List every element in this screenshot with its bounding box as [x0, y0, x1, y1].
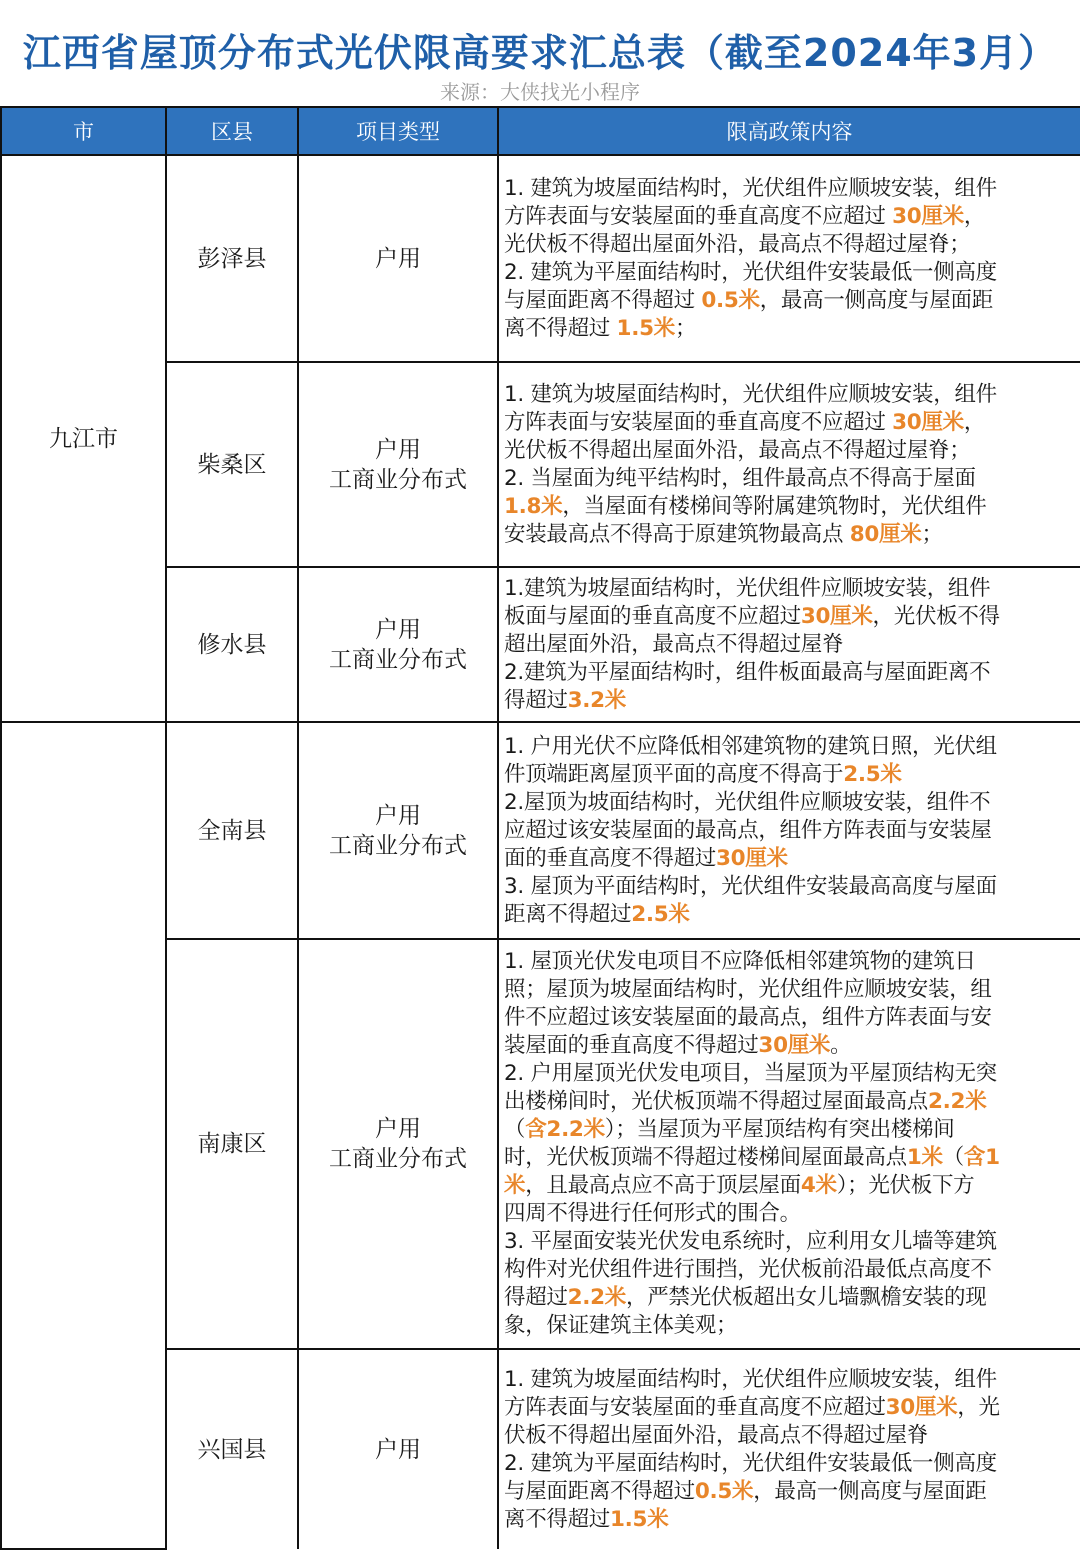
policy-text: ）；光伏板下方 — [836, 1173, 975, 1198]
policy-line — [504, 1284, 1076, 1312]
policy-line — [504, 1228, 1076, 1256]
policy-line — [504, 409, 1076, 437]
policy-text: 得超过 — [504, 687, 568, 713]
policy-text: 象，保证建筑主体美观； — [504, 1313, 738, 1338]
table-body — [1, 155, 1080, 1549]
table-row — [1, 155, 1080, 362]
highlighted-limit-value: 1.5米 — [616, 315, 675, 341]
project-type-cell — [298, 722, 498, 939]
project-type-cell — [298, 155, 498, 362]
policy-line — [504, 1506, 1076, 1534]
policy-line — [504, 761, 1076, 789]
highlighted-limit-value: 30厘米 — [885, 1394, 958, 1420]
policy-text: 3. 平屋面安装光伏发电系统时，应利用女儿墙等建筑 — [504, 1229, 997, 1254]
policy-text: （ — [942, 1145, 964, 1170]
policy-line — [504, 1256, 1076, 1284]
policy-text: 2.建筑为平屋面结构时，组件板面最高与屋面距离不 — [504, 659, 991, 685]
city-cell — [1, 722, 166, 1549]
policy-text: 光伏板不得超出屋面外沿，最高点不得超过屋脊； — [504, 437, 971, 463]
policy-text: 2. 户用屋顶光伏发电项目，当屋顶为平屋顶结构无突 — [504, 1061, 997, 1086]
policy-table — [0, 106, 1080, 1550]
policy-line — [504, 789, 1076, 817]
policy-text: 方阵表面与安装屋面的垂直高度不应超过 — [504, 1394, 886, 1420]
policy-cell — [498, 939, 1080, 1349]
highlighted-limit-value: 2.5米 — [631, 901, 690, 927]
policy-text: ，最高一侧高度与屋面距 — [753, 1478, 987, 1504]
column-header-district: 区县 — [166, 107, 298, 155]
policy-line — [504, 603, 1076, 631]
project-type-cell — [298, 567, 498, 722]
policy-line — [504, 203, 1076, 231]
policy-text: 距离不得超过 — [504, 901, 632, 927]
highlighted-limit-value: 3.2米 — [567, 687, 626, 713]
policy-line — [504, 1200, 1076, 1228]
policy-line — [504, 493, 1076, 521]
table-row — [1, 722, 1080, 939]
project-type-label: 户用 — [375, 1436, 421, 1463]
policy-text: 1. 户用光伏不应降低相邻建筑物的建筑日照，光伏组 — [504, 733, 997, 759]
policy-text: 伏板不得超出屋面外沿，最高点不得超过屋脊 — [504, 1422, 929, 1448]
policy-line — [504, 1394, 1076, 1422]
policy-line — [504, 1032, 1076, 1060]
policy-line — [504, 631, 1076, 659]
policy-line — [504, 1060, 1076, 1088]
policy-text: 1. 建筑为坡屋面结构时，光伏组件应顺坡安装，组件 — [504, 1366, 997, 1392]
policy-line — [504, 287, 1076, 315]
policy-text: 离不得超过 — [504, 1506, 611, 1532]
policy-text: 1. 建筑为坡屋面结构时，光伏组件应顺坡安装，组件 — [504, 175, 997, 201]
policy-text: 1.建筑为坡屋面结构时，光伏组件应顺坡安装，组件 — [504, 575, 991, 601]
district-cell: 兴国县 — [166, 1349, 298, 1549]
policy-cell — [498, 362, 1080, 567]
policy-line — [504, 873, 1076, 901]
policy-text: 板面与屋面的垂直高度不应超过 — [504, 603, 801, 629]
policy-line — [504, 1088, 1076, 1116]
policy-text: 安装最高点不得高于原建筑物最高点 — [504, 521, 850, 547]
policy-text: ）；当屋顶为平屋顶结构有突出楼梯间 — [604, 1117, 955, 1142]
policy-cell — [498, 1349, 1080, 1549]
policy-text: 时，光伏板顶端不得超过楼梯间屋面最高点 — [504, 1145, 907, 1170]
policy-text: 得超过 — [504, 1285, 568, 1310]
column-header-city: 市 — [1, 107, 166, 155]
policy-text: 构件对光伏组件进行围挡，光伏板前沿最低点高度不 — [504, 1257, 992, 1282]
highlighted-limit-value: 2.5米 — [843, 761, 902, 787]
project-type-label: 户用 — [375, 436, 421, 463]
policy-text: 光伏板不得超出屋面外沿，最高点不得超过屋脊； — [504, 231, 971, 257]
project-type-label: 户用 — [375, 1116, 421, 1142]
district-cell: 南康区 — [166, 939, 298, 1349]
highlighted-limit-value: 1.8米 — [504, 493, 563, 519]
policy-text: 出楼梯间时，光伏板顶端不得超过屋面最高点 — [504, 1089, 929, 1114]
project-type-cell — [298, 362, 498, 567]
district-cell: 全南县 — [166, 722, 298, 939]
policy-line — [504, 976, 1076, 1004]
policy-text: 2.屋顶为坡面结构时，光伏组件应顺坡安装，组件不 — [504, 789, 991, 815]
highlighted-limit-value: 含2.2米 — [525, 1117, 605, 1142]
highlighted-limit-value: 1米 — [906, 1145, 943, 1170]
policy-text: 装屋面的垂直高度不得超过 — [504, 1033, 759, 1058]
policy-text: 件不应超过该安装屋面的最高点，组件方阵表面与安 — [504, 1005, 992, 1030]
policy-text: ，最高一侧高度与屋面距 — [759, 287, 993, 313]
policy-line — [504, 1172, 1076, 1200]
highlighted-limit-value: 4米 — [800, 1173, 837, 1198]
source-note: 来源：大侠找光小程序 — [440, 80, 640, 104]
column-header-policy: 限高政策内容 — [498, 107, 1080, 155]
policy-line — [504, 1478, 1076, 1506]
policy-line — [504, 315, 1076, 343]
page-title: 江西省屋顶分布式光伏限高要求汇总表（截至2024年3月） — [22, 31, 1058, 75]
policy-line — [504, 575, 1076, 603]
district-cell: 彭泽县 — [166, 155, 298, 362]
policy-line — [504, 901, 1076, 929]
policy-text: 应超过该安装屋面的最高点，组件方阵表面与安装屋 — [504, 817, 992, 843]
policy-line — [504, 948, 1076, 976]
policy-line — [504, 175, 1076, 203]
policy-text: ； — [674, 315, 697, 341]
policy-line — [504, 1004, 1076, 1032]
highlighted-limit-value: 2.2米 — [928, 1089, 987, 1114]
district-cell: 柴桑区 — [166, 362, 298, 567]
policy-text: ； — [921, 521, 943, 547]
project-type-label: 工商业分布式 — [329, 466, 467, 493]
district-cell: 修水县 — [166, 567, 298, 722]
policy-line — [504, 687, 1076, 715]
project-type-label: 工商业分布式 — [329, 832, 467, 859]
highlighted-limit-value: 1.5米 — [610, 1506, 669, 1532]
policy-cell — [498, 155, 1080, 362]
policy-line — [504, 437, 1076, 465]
policy-text: 1. 建筑为坡屋面结构时，光伏组件应顺坡安装，组件 — [504, 381, 997, 407]
policy-line — [504, 1116, 1076, 1144]
project-type-label: 户用 — [375, 245, 421, 272]
policy-text: 3. 屋顶为平面结构时，光伏组件安装最高高度与屋面 — [504, 873, 997, 899]
policy-text: 。 — [830, 1033, 852, 1058]
policy-text: ，且最高点应不高于顶层屋面 — [525, 1173, 801, 1198]
policy-text: 与屋面距离不得超过 — [504, 1478, 695, 1504]
policy-line — [504, 733, 1076, 761]
policy-line — [504, 259, 1076, 287]
policy-text: （ — [504, 1117, 526, 1142]
policy-line — [504, 659, 1076, 687]
highlighted-limit-value: 30厘米 — [892, 409, 964, 435]
policy-text: ， — [963, 409, 986, 435]
policy-line — [504, 1422, 1076, 1450]
city-cell: 九江市 — [1, 155, 166, 722]
policy-text: 面的垂直高度不得超过 — [504, 845, 717, 871]
project-type-cell — [298, 939, 498, 1349]
policy-text: 照；屋顶为坡屋面结构时，光伏组件应顺坡安装，组 — [504, 977, 992, 1002]
highlighted-limit-value: 30厘米 — [800, 603, 873, 629]
highlighted-limit-value: 0.5米 — [694, 1478, 754, 1504]
project-type-cell — [298, 1349, 498, 1549]
highlighted-limit-value: 30厘米 — [758, 1033, 831, 1058]
policy-text: ， — [963, 203, 986, 229]
project-type-label: 工商业分布式 — [329, 1146, 467, 1172]
highlighted-limit-value: 0.5米 — [701, 287, 760, 313]
policy-line — [504, 521, 1076, 549]
policy-text: ，光 — [957, 1394, 1000, 1420]
highlighted-limit-value: 2.2米 — [567, 1285, 626, 1310]
column-header-project-type: 项目类型 — [298, 107, 498, 155]
policy-text: 2. 建筑为平屋面结构时，光伏组件安装最低一侧高度 — [504, 259, 997, 285]
highlighted-limit-value: 80厘米 — [849, 521, 922, 547]
project-type-label: 工商业分布式 — [329, 646, 467, 673]
policy-line — [504, 817, 1076, 845]
policy-line — [504, 1144, 1076, 1172]
policy-text: 2. 建筑为平屋面结构时，光伏组件安装最低一侧高度 — [504, 1450, 997, 1476]
policy-text: 与屋面距离不得超过 — [504, 287, 702, 313]
policy-text: ，严禁光伏板超出女儿墙飘檐安装的现 — [626, 1285, 987, 1310]
policy-text: 方阵表面与安装屋面的垂直高度不应超过 — [504, 203, 893, 229]
highlighted-limit-value: 米 — [504, 1173, 526, 1198]
highlighted-limit-value: 含1 — [963, 1145, 1000, 1170]
policy-text: 四周不得进行任何形式的围合。 — [504, 1201, 801, 1226]
policy-line — [504, 1312, 1076, 1340]
policy-line — [504, 465, 1076, 493]
highlighted-limit-value: 30厘米 — [716, 845, 788, 871]
policy-line — [504, 1450, 1076, 1478]
project-type-label: 户用 — [375, 616, 421, 643]
policy-text: 2. 当屋面为纯平结构时，组件最高点不得高于屋面 — [504, 465, 976, 491]
policy-line — [504, 381, 1076, 409]
project-type-label: 户用 — [375, 802, 421, 829]
policy-text: ，当屋面有楼梯间等附属建筑物时，光伏组件 — [562, 493, 987, 519]
policy-line — [504, 1366, 1076, 1394]
table-header-row — [1, 107, 1080, 155]
policy-text: 方阵表面与安装屋面的垂直高度不应超过 — [504, 409, 893, 435]
policy-line — [504, 845, 1076, 873]
policy-text: 件顶端距离屋顶平面的高度不得高于 — [504, 761, 844, 787]
policy-text: 离不得超过 — [504, 315, 617, 341]
policy-text: ，光伏板不得 — [872, 603, 1000, 629]
policy-text: 1. 屋顶光伏发电项目不应降低相邻建筑物的建筑日 — [504, 949, 976, 974]
highlighted-limit-value: 30厘米 — [892, 203, 964, 229]
policy-text: 超出屋面外沿，最高点不得超过屋脊 — [504, 631, 844, 657]
policy-line — [504, 231, 1076, 259]
policy-cell — [498, 567, 1080, 722]
policy-cell — [498, 722, 1080, 939]
